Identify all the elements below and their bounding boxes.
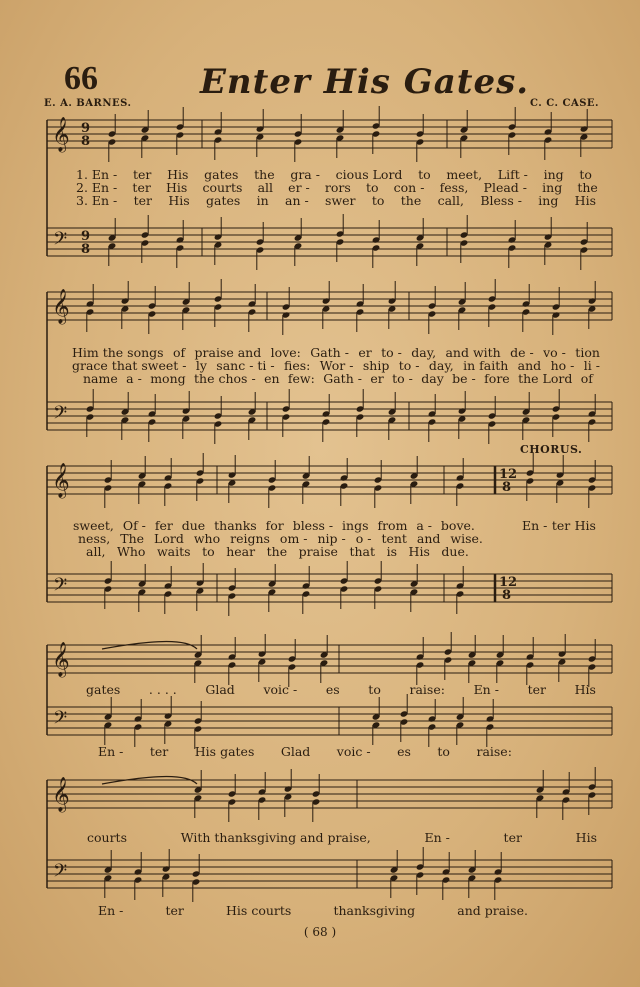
svg-text:𝄞: 𝄞 [52, 289, 70, 324]
syllable: ter [132, 167, 152, 182]
syllable: Gath - [323, 371, 362, 386]
syllable: love: [270, 345, 301, 360]
chorus-treble-lyric-2 [87, 831, 597, 844]
syllable: En - [522, 518, 548, 533]
chorus-treble-lyric-1 [86, 683, 596, 696]
syllable: reigns [230, 531, 270, 546]
syllable: to [437, 744, 450, 759]
syllable: sanc - ti - [216, 358, 275, 373]
syllable: gates [204, 167, 239, 182]
syllable: call, [437, 193, 465, 208]
syllable: His [574, 518, 596, 533]
syllable: Him the songs [72, 345, 164, 360]
syllable: En - [98, 744, 124, 759]
syllable: fore [484, 371, 510, 386]
syllable: Glad [205, 682, 235, 697]
syllable: raise: [476, 744, 512, 759]
svg-text:8: 8 [502, 588, 512, 603]
syllable: rors [324, 180, 351, 195]
syllable: and praise. [457, 903, 528, 918]
syllable: to [365, 180, 379, 195]
syllable: waits [156, 544, 191, 559]
syllable: sweet, [73, 518, 114, 533]
lyric-line [87, 831, 597, 844]
syllable: that [349, 544, 376, 559]
syllable: His [167, 167, 189, 182]
syllable: from [377, 518, 408, 533]
syllable: En - [424, 830, 450, 845]
syllable: His [575, 830, 597, 845]
syllable: the Lord [518, 371, 573, 386]
syllable: His [574, 682, 596, 697]
syllable: ly [195, 358, 207, 373]
syllable: fess, [439, 180, 469, 195]
svg-text:8: 8 [81, 134, 91, 149]
syllable: tent [381, 531, 407, 546]
syllable: to [202, 544, 215, 559]
syllable: es [397, 744, 411, 759]
syllable: Lift - [497, 167, 528, 182]
syllable: wise. [450, 531, 483, 546]
syllable: the [400, 193, 422, 208]
note-heads [86, 106, 597, 902]
svg-text:𝄢: 𝄢 [53, 708, 68, 733]
syllable: due [181, 518, 206, 533]
syllable: the [266, 544, 288, 559]
chorus-label: CHORUS. [520, 443, 583, 456]
syllable: thanks [214, 518, 257, 533]
syllable: om - [279, 531, 308, 546]
syllable: Bless - [480, 193, 522, 208]
chorus-bass-lyric-2 [98, 904, 528, 917]
syllable: mong [150, 371, 186, 386]
syllable: tion [575, 345, 600, 360]
syllable: En - [98, 903, 124, 918]
syllable: to - [392, 371, 413, 386]
syllable: ings [342, 518, 369, 533]
chorus-start-lyric [522, 519, 596, 532]
syllable: o - [355, 531, 372, 546]
syllable: 3. En - [76, 193, 118, 208]
syllable: cious Lord [335, 167, 403, 182]
syllable: 2. En - [76, 180, 118, 195]
syllable: the chos - [194, 371, 256, 386]
syllable: . . . . [148, 682, 177, 697]
svg-text:8: 8 [502, 480, 512, 495]
syllable: gates [86, 682, 121, 697]
syllable: of [172, 345, 186, 360]
syllable: in [256, 193, 269, 208]
svg-text:𝄢: 𝄢 [53, 861, 68, 886]
verse3-system2 [83, 372, 593, 385]
syllable: Who [116, 544, 146, 559]
syllable: er [358, 345, 372, 360]
syllable: With thanksgiving and praise, [180, 830, 371, 845]
syllable: ter [503, 830, 522, 845]
hymn-title: Enter His Gates. [200, 62, 530, 102]
svg-text:𝄞: 𝄞 [52, 642, 70, 677]
syllable: and [416, 531, 441, 546]
syllable: raise: [409, 682, 445, 697]
syllable: all [257, 180, 274, 195]
syllable: er [370, 371, 384, 386]
syllable: The [120, 531, 145, 546]
syllable: a - [126, 371, 142, 386]
svg-text:9: 9 [81, 121, 91, 136]
syllable: His [574, 193, 596, 208]
svg-text:12: 12 [499, 575, 518, 590]
syllable: His courts [226, 903, 292, 918]
svg-text:𝄢: 𝄢 [53, 575, 68, 600]
bass-clef-icon: 𝄢 [53, 229, 68, 254]
lyric-line [98, 745, 512, 758]
svg-text:12: 12 [499, 467, 518, 482]
syllable: to [418, 167, 431, 182]
syllable: an - [285, 193, 309, 208]
syllable: His [165, 180, 188, 195]
syllable: ing [538, 193, 559, 208]
syllable: ter [149, 744, 169, 759]
syllable: es [325, 682, 340, 697]
syllable: ness, [78, 531, 111, 546]
syllable: hear [226, 544, 256, 559]
syllable: to [368, 682, 381, 697]
syllable: Glad [280, 744, 311, 759]
syllable: day [421, 371, 444, 386]
syllable: er - [288, 180, 310, 195]
syllable: meet, [446, 167, 483, 182]
lyric-line [86, 683, 596, 696]
syllable: bove. [440, 518, 475, 533]
lyric-line [76, 194, 596, 207]
syllable: to - [381, 345, 402, 360]
syllable: thanksgiving [333, 903, 416, 918]
syllable: bless - [292, 518, 334, 533]
composer-credit: C. C. CASE. [530, 98, 600, 109]
syllable: and [517, 358, 542, 373]
syllable: a - [416, 518, 432, 533]
syllable: fies: [284, 358, 311, 373]
svg-text:8: 8 [81, 242, 91, 257]
syllable: courts [202, 180, 243, 195]
syllable: who [193, 531, 221, 546]
verse3-system1 [76, 194, 596, 207]
treble-clef-icon: 𝄞 [52, 117, 70, 152]
syllable: to [371, 193, 385, 208]
syllable: con - [393, 180, 425, 195]
syllable: Gath - [310, 345, 349, 360]
syllable: vo - [543, 345, 566, 360]
syllable: and with [445, 345, 501, 360]
syllable: His [408, 544, 430, 559]
syllable: Plead - [483, 180, 527, 195]
syllable: ter [133, 193, 153, 208]
syllable: His [168, 193, 190, 208]
syllable: day, [411, 345, 437, 360]
syllable: few: [287, 371, 315, 386]
syllable: En - [473, 682, 499, 697]
syllable: praise and [194, 345, 262, 360]
svg-text:𝄞: 𝄞 [52, 463, 70, 498]
chorus-bass-lyric-1 [98, 745, 512, 758]
syllable: ship [362, 358, 390, 373]
lyric-line [83, 372, 593, 385]
syllable: gates [206, 193, 241, 208]
syllable: gra - [290, 167, 320, 182]
syllable: the [577, 180, 598, 195]
syllable: swer [325, 193, 356, 208]
syllable: due. [441, 544, 469, 559]
syllable: for [265, 518, 284, 533]
syllable: is [386, 544, 397, 559]
syllable: Lord [154, 531, 184, 546]
syllable: Wor - [319, 358, 354, 373]
syllable: voic - [336, 744, 371, 759]
svg-text:9: 9 [81, 229, 91, 244]
syllable: all, [86, 544, 106, 559]
syllable: to - [398, 358, 420, 373]
lyricist-credit: E. A. BARNES. [44, 98, 132, 109]
syllable: courts [87, 830, 127, 845]
syllable: His gates [194, 744, 255, 759]
verse3-system3 [86, 545, 469, 558]
syllable: the [254, 167, 275, 182]
syllable: 1. En - [76, 167, 118, 182]
syllable: ing [543, 167, 564, 182]
lyric-line [98, 904, 528, 917]
svg-text:𝄢: 𝄢 [53, 403, 68, 428]
syllable: grace that sweet - [72, 358, 187, 373]
syllable: voic - [263, 682, 298, 697]
page-number: ( 68 ) [303, 925, 337, 939]
hymn-number: 66 [64, 60, 98, 97]
lyric-line [86, 545, 469, 558]
syllable: to [579, 167, 592, 182]
syllable: praise [298, 544, 338, 559]
syllable: day, [428, 358, 454, 373]
syllable: en [264, 371, 280, 386]
syllable: fer [154, 518, 173, 533]
syllable: li - [583, 358, 600, 373]
syllable: ter [527, 682, 546, 697]
svg-text:𝄞: 𝄞 [52, 777, 70, 812]
syllable: ter [132, 180, 151, 195]
lyric-line [522, 519, 596, 532]
syllable: name [83, 371, 118, 386]
syllable: of [580, 371, 593, 386]
syllable: ter [551, 518, 571, 533]
syllable: nip - [317, 531, 346, 546]
syllable: be - [452, 371, 476, 386]
syllable: ho - [550, 358, 575, 373]
syllable: de - [510, 345, 534, 360]
syllable: ing [542, 180, 563, 195]
syllable: Of - [122, 518, 146, 533]
syllable: ter [165, 903, 184, 918]
syllable: in faith [463, 358, 509, 373]
